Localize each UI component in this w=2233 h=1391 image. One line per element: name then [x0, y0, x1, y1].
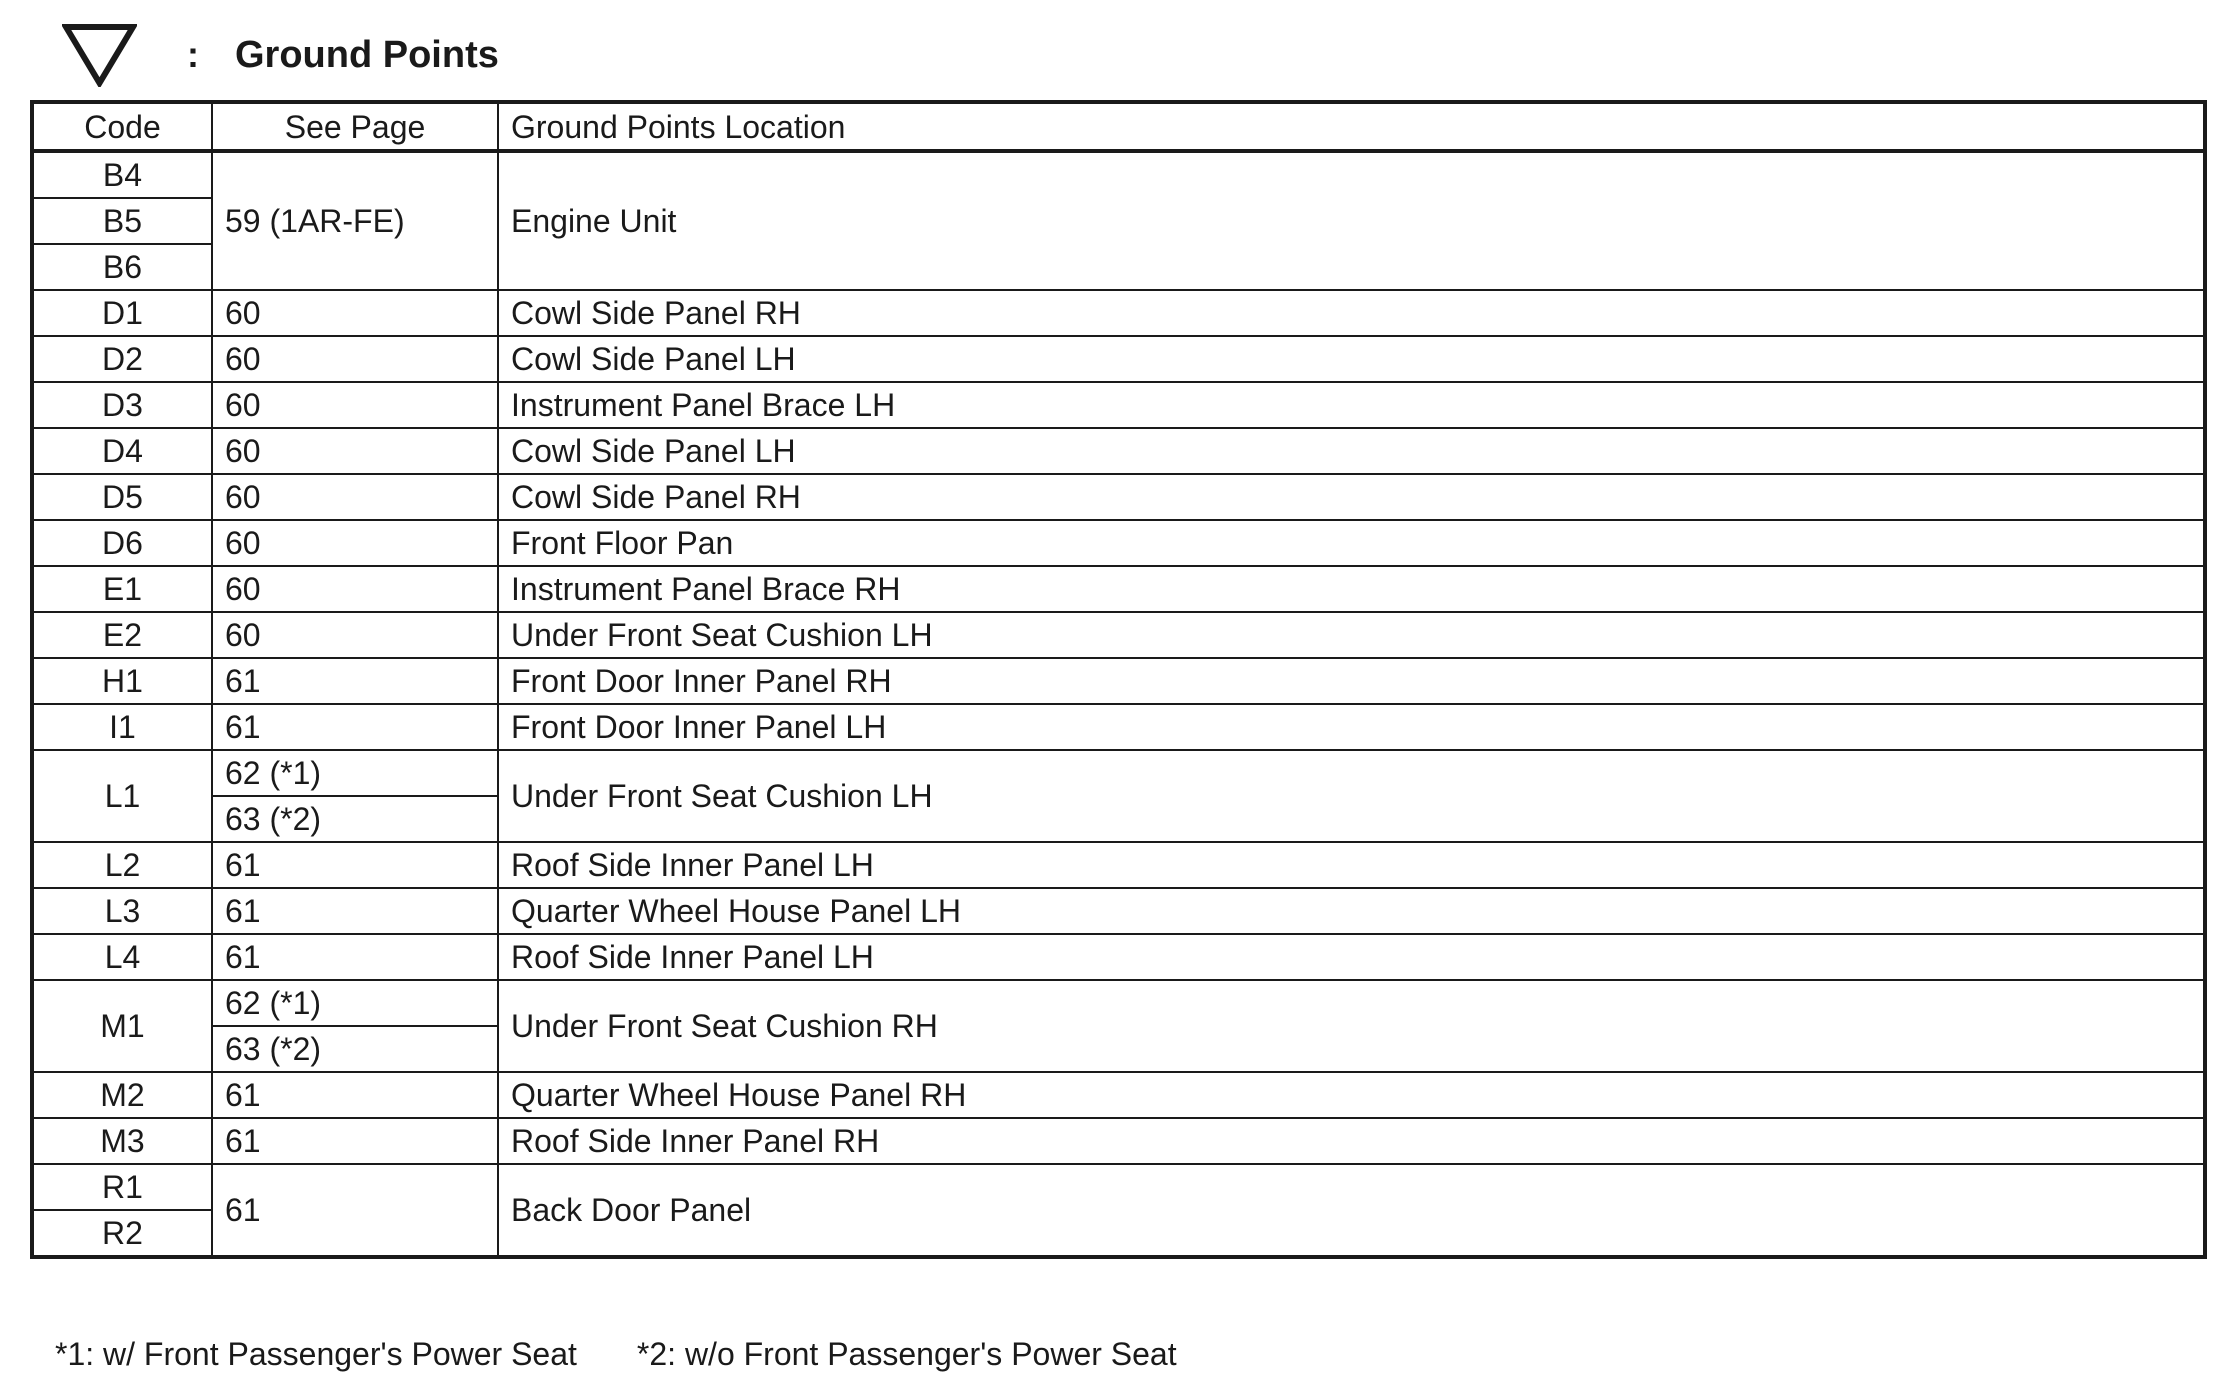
column-header-code: Code [32, 102, 212, 151]
cell-code: L3 [32, 888, 212, 934]
table-row [32, 1118, 2205, 1164]
ground-triangle-icon [62, 23, 137, 87]
cell-location: Under Front Seat Cushion RH [498, 980, 2205, 1072]
table-row [32, 566, 2205, 612]
table-row [32, 520, 2205, 566]
table-row [32, 382, 2205, 428]
table-row [32, 1072, 2205, 1118]
cell-code: H1 [32, 658, 212, 704]
cell-see-page: 61 [212, 1164, 498, 1257]
cell-location: Roof Side Inner Panel RH [498, 1118, 2205, 1164]
cell-location: Cowl Side Panel RH [498, 474, 2205, 520]
table-row [32, 1164, 2205, 1210]
table-row [32, 474, 2205, 520]
footnote-2: *2: w/o Front Passenger's Power Seat [636, 1336, 1177, 1372]
cell-see-page: 61 [212, 1118, 498, 1164]
ground-points-table [30, 100, 2207, 1259]
table-row [32, 888, 2205, 934]
cell-location: Quarter Wheel House Panel RH [498, 1072, 2205, 1118]
cell-code: B4 [32, 151, 212, 198]
table-body [32, 151, 2205, 1257]
cell-location: Cowl Side Panel LH [498, 428, 2205, 474]
table-header-row [32, 102, 2205, 151]
table-row [32, 290, 2205, 336]
cell-see-page: 62 (*1) [212, 750, 498, 796]
cell-location: Front Door Inner Panel RH [498, 658, 2205, 704]
cell-code: D2 [32, 336, 212, 382]
table-row [32, 750, 2205, 796]
cell-location: Back Door Panel [498, 1164, 2205, 1257]
footnote-1: *1: w/ Front Passenger's Power Seat [55, 1336, 577, 1372]
cell-location: Cowl Side Panel RH [498, 290, 2205, 336]
cell-location: Under Front Seat Cushion LH [498, 612, 2205, 658]
cell-see-page: 60 [212, 290, 498, 336]
cell-code: R2 [32, 1210, 212, 1257]
cell-code: L4 [32, 934, 212, 980]
table-row [32, 934, 2205, 980]
cell-see-page: 60 [212, 612, 498, 658]
cell-see-page: 61 [212, 704, 498, 750]
header-colon: : [187, 34, 199, 75]
cell-see-page: 61 [212, 934, 498, 980]
table-row [32, 704, 2205, 750]
table-row [32, 980, 2205, 1026]
cell-code: E1 [32, 566, 212, 612]
cell-code: B5 [32, 198, 212, 244]
cell-code: D4 [32, 428, 212, 474]
page-header [62, 20, 499, 90]
cell-code: D5 [32, 474, 212, 520]
cell-see-page: 61 [212, 658, 498, 704]
cell-location: Instrument Panel Brace LH [498, 382, 2205, 428]
cell-location: Roof Side Inner Panel LH [498, 842, 2205, 888]
cell-location: Engine Unit [498, 151, 2205, 290]
cell-see-page: 60 [212, 428, 498, 474]
table-row [32, 336, 2205, 382]
table-row [32, 428, 2205, 474]
cell-location: Roof Side Inner Panel LH [498, 934, 2205, 980]
cell-code: M1 [32, 980, 212, 1072]
cell-see-page: 63 (*2) [212, 796, 498, 842]
cell-code: D3 [32, 382, 212, 428]
footnotes [55, 1336, 1177, 1373]
cell-code: L2 [32, 842, 212, 888]
cell-code: D6 [32, 520, 212, 566]
cell-see-page: 62 (*1) [212, 980, 498, 1026]
cell-see-page: 61 [212, 888, 498, 934]
cell-see-page: 60 [212, 336, 498, 382]
cell-location: Under Front Seat Cushion LH [498, 750, 2205, 842]
cell-code: D1 [32, 290, 212, 336]
cell-code: I1 [32, 704, 212, 750]
cell-see-page: 63 (*2) [212, 1026, 498, 1072]
column-header-see-page: See Page [212, 102, 498, 151]
table-row [32, 658, 2205, 704]
cell-location: Quarter Wheel House Panel LH [498, 888, 2205, 934]
cell-see-page: 60 [212, 382, 498, 428]
cell-location: Front Door Inner Panel LH [498, 704, 2205, 750]
table-row [32, 151, 2205, 198]
page-title: Ground Points [235, 33, 499, 76]
cell-location: Instrument Panel Brace RH [498, 566, 2205, 612]
cell-see-page: 59 (1AR-FE) [212, 151, 498, 290]
cell-see-page: 60 [212, 520, 498, 566]
cell-see-page: 60 [212, 566, 498, 612]
cell-see-page: 61 [212, 842, 498, 888]
cell-code: M3 [32, 1118, 212, 1164]
cell-code: M2 [32, 1072, 212, 1118]
cell-see-page: 60 [212, 474, 498, 520]
cell-code: B6 [32, 244, 212, 290]
cell-location: Front Floor Pan [498, 520, 2205, 566]
cell-code: L1 [32, 750, 212, 842]
table-row [32, 842, 2205, 888]
cell-location: Cowl Side Panel LH [498, 336, 2205, 382]
table-row [32, 612, 2205, 658]
column-header-location: Ground Points Location [498, 102, 2205, 151]
cell-see-page: 61 [212, 1072, 498, 1118]
cell-code: E2 [32, 612, 212, 658]
cell-code: R1 [32, 1164, 212, 1210]
